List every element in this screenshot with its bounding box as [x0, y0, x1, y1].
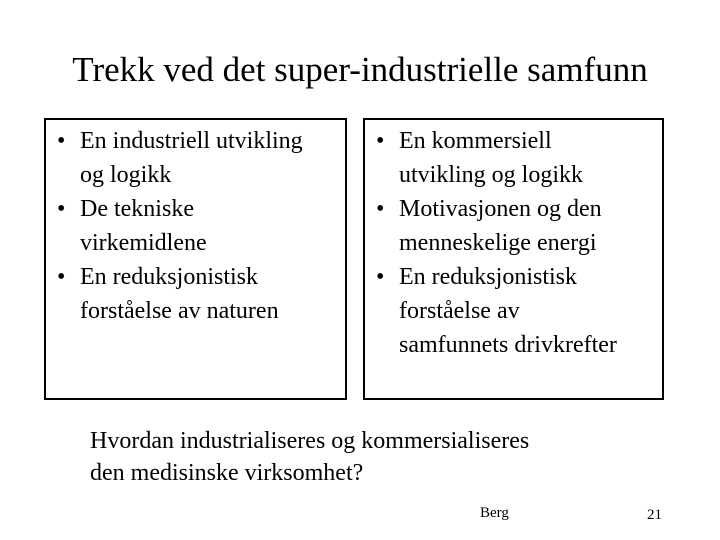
- left-column-box: [44, 118, 347, 400]
- bullet-text-line: En reduksjonistisk: [80, 264, 258, 290]
- question-line: den medisinske virksomhet?: [90, 460, 364, 486]
- bullet-dot-icon: •: [57, 196, 66, 222]
- bullet-dot-icon: •: [376, 128, 385, 154]
- bullet-dot-icon: •: [376, 196, 385, 222]
- bullet-text-line: samfunnets drivkrefter: [399, 332, 617, 358]
- footer-author: Berg: [480, 505, 509, 521]
- bullet-text-line: De tekniske: [80, 196, 194, 222]
- bullet-text-line: forståelse av naturen: [80, 298, 279, 324]
- bullet-item: [373, 192, 673, 260]
- right-column-box: [363, 118, 664, 400]
- bullet-text-line: En reduksjonistisk: [399, 264, 577, 290]
- bullet-dot-icon: •: [57, 128, 66, 154]
- bullet-text-line: Motivasjonen og den: [399, 196, 602, 222]
- bullet-text-line: og logikk: [80, 162, 172, 188]
- page-number: 21: [647, 507, 662, 523]
- discussion-question: [90, 425, 529, 489]
- bullet-text-line: En industriell utvikling: [80, 128, 303, 154]
- question-line: Hvordan industrialiseres og kommersialiseres: [90, 428, 530, 454]
- bullet-text-line: forståelse av: [399, 298, 520, 324]
- left-bullet-list: [54, 124, 394, 328]
- bullet-text-line: virkemidlene: [80, 230, 207, 256]
- bullet-text-line: En kommersiell: [399, 128, 552, 154]
- bullet-item: [54, 192, 394, 260]
- bullet-item: [54, 124, 394, 192]
- bullet-dot-icon: •: [57, 264, 66, 290]
- slide-title: Trekk ved det super-industrielle samfunn: [72, 50, 648, 89]
- bullet-text-line: menneskelige energi: [399, 230, 597, 256]
- bullet-text-line: utvikling og logikk: [399, 162, 584, 188]
- bullet-item: [373, 260, 673, 362]
- bullet-item: [373, 124, 673, 192]
- bullet-item: [54, 260, 394, 328]
- bullet-dot-icon: •: [376, 264, 385, 290]
- right-bullet-list: [373, 124, 673, 362]
